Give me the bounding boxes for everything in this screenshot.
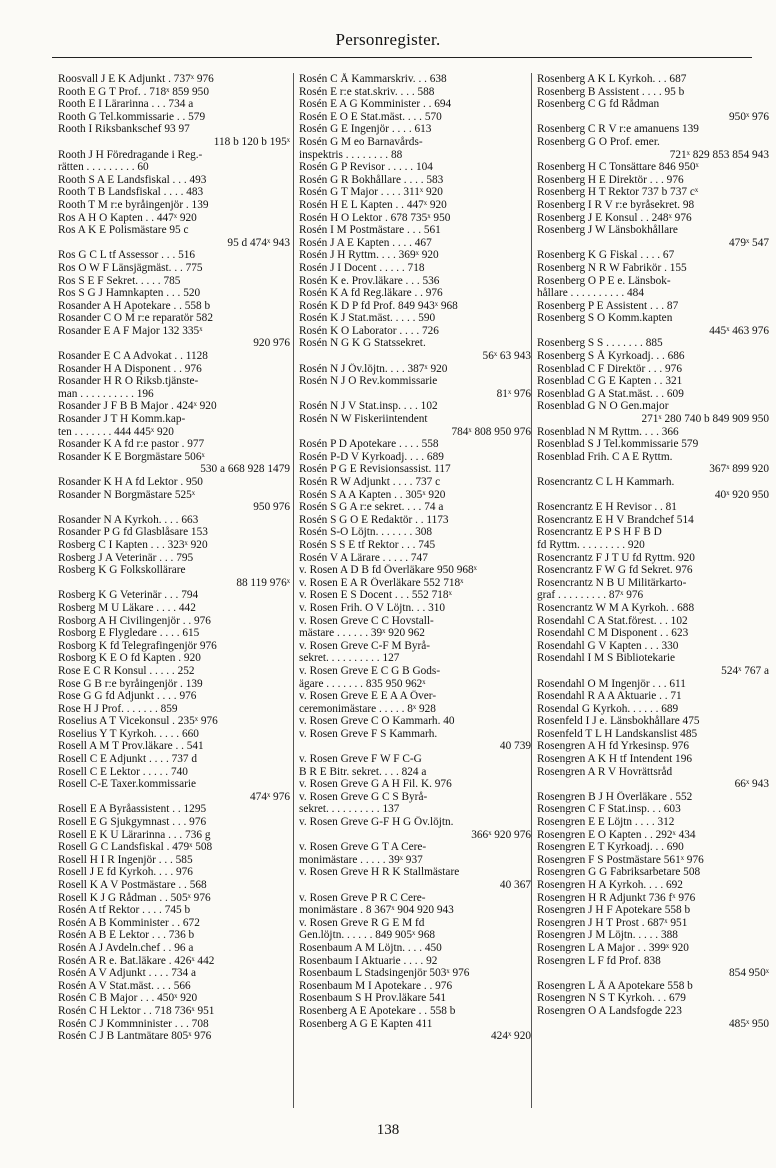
register-entry: v. Rosen Greve F W F C-G [299,753,422,766]
register-entry: Roosvall J E K Adjunkt . 737ˣ 976 [58,73,214,85]
register-entry: 88 119 976ˣ [236,576,290,589]
register-entry: 721ˣ 829 853 854 943 [669,148,769,161]
page-number: 138 [376,1122,400,1138]
register-entry: man . . . . . . . . . . 196 [58,387,154,400]
register-entry: Rose H J Prof. . . . . . . 859 [58,702,178,715]
register-entry: Ros A K E Polismästare 95 c [58,224,189,237]
register-entry: Rosander J T H Komm.kap- [58,413,186,426]
register-entry: Rosborg K E O fd Kapten . 920 [58,652,201,665]
register-entry: v. Rosen E A R Överläkare 552 718ˣ [299,576,464,589]
register-entry: Rosengren L A Major . . 399ˣ 920 [537,941,689,954]
page-title: Personregister. [335,30,441,49]
register-entry: Rosén N W Fiskeriintendent [299,413,428,426]
register-entry: Rosén C Å Kammarskriv. . . 638 [299,73,447,85]
register-entry: Rosén G T Major . . . . 311ˣ 920 [299,186,443,199]
register-entry: ten . . . . . . . 444 445ˣ 920 [58,425,174,438]
register-entry: v. Rosen Greve G A H Fil. K. 976 [299,778,452,791]
register-entry: Rosell G C Landsfiskal . 479ˣ 508 [58,841,213,854]
register-entry: mästare . . . . . . 39ˣ 920 962 [299,627,425,640]
register-entry: Roselius A T Vicekonsul . 235ˣ 976 [58,715,218,728]
register-entry: Rosenberg H C Tonsättare 846 950ˣ [537,161,699,174]
register-entry: hållare . . . . . . . . . . 484 [537,287,644,300]
register-entry: Rosengren L Å A Apotekare 558 b [537,979,693,992]
register-entry: graf . . . . . . . . . 87ˣ 976 [537,589,644,602]
register-entry: 524ˣ 767 a [721,664,769,677]
register-entry: Rosén C J Kommninister . . . 708 [58,1017,209,1030]
register-entry: Rosenbaum L Stadsingenjör 503ˣ 976 [299,967,470,980]
register-entry: Rosén A J Avdeln.chef . . 96 a [58,941,194,954]
register-entry: 424ˣ 920 [491,1030,531,1043]
register-entry: Rosenberg P E Assistent . . . 87 [537,299,679,312]
register-entry: 367ˣ 899 920 [709,463,769,476]
register-entry: Rosenberg A G E Kapten 411 [299,1017,433,1030]
register-entry: Rosencrantz W M A Kyrkoh. . 688 [537,601,695,614]
register-entry: Rosenblad G A Stat.mäst. . . 609 [537,387,684,400]
register-entry: Gen.löjtn. . . . . . 849 905ˣ 968 [299,929,435,942]
register-entry: 920 976 [253,337,290,350]
register-entry: monimästare . 8 367ˣ 904 920 943 [299,904,454,917]
register-entry: Rosén S S E tf Rektor . . . 745 [299,538,436,551]
register-entry: Rosborg E Flygledare . . . . 615 [58,627,200,640]
register-entry: Rosén H E L Kapten . . 447ˣ 920 [299,198,447,211]
column-divider-2 [531,73,532,1108]
register-entry: Rosell C E Lektor . . . . . 740 [58,765,188,778]
register-entry: Rosander J F B B Major . 424ˣ 920 [58,400,217,413]
register-entry: Rosborg K fd Telegrafingenjör 976 [58,639,217,652]
register-entry: Rooth S A E Landsfiskal . . . 493 [58,173,207,186]
register-entry: Ros O W F Länsjägmäst. . . 775 [58,261,203,274]
register-entry: Rosencrantz F W G fd Sekret. 976 [537,564,693,577]
register-entry: Rosén J I Docent . . . . . 718 [299,261,425,274]
register-entry: Rosenberg J W Länsbokhållare [537,224,678,237]
register-entry: Rosengren A R V Hovrättsråd [537,765,673,778]
register-entry: Rosengren L F fd Prof. 838 [537,954,661,967]
register-entry: Rosenberg I R V r:e byråsekret. 98 [537,198,695,211]
register-entry: Rosenbaum S H Prov.läkare 541 [299,992,447,1005]
register-entry: Rosén N J O Rev.kommissarie [299,375,438,388]
register-entry: Rosengren E T Kyrkoadj. . . 690 [537,841,684,854]
register-entry: v. Rosen Greve C-F M Byrå- [299,639,431,652]
register-entry: 271ˣ 280 740 b 849 909 950 [641,413,769,426]
register-entry: Rosén E O E Stat.mäst. . . . 570 [299,110,442,123]
register-entry: Rosander A H Apotekare . . 558 b [58,299,211,312]
register-entry: Rosén R W Adjunkt . . . . 737 c [299,476,441,488]
register-entry: fd Ryttm. . . . . . . . . 920 [537,538,645,551]
register-entry: Rooth I Riksbankschef 93 97 [58,123,190,136]
register-column-2 [299,73,531,1043]
register-entry: Rosenberg K G Fiskal . . . . 67 [537,249,675,262]
register-entry: Rosén N G K G Statssekret. [299,337,426,350]
register-entry: Rosén J H Ryttm. . . . 369ˣ 920 [299,249,439,262]
register-entry: Rosén K D P fd Prof. 849 943ˣ 968 [299,299,458,312]
register-entry: monimästare . . . . . 39ˣ 937 [299,853,423,866]
register-entry: v. Rosen Greve C O Kammarh. 40 [299,715,455,728]
register-entry: Rosén S G A r:e sekret. . . . 74 a [299,501,444,514]
register-entry: 95 d 474ˣ 943 [227,236,290,249]
register-entry: Rosén G E Ingenjör . . . . 613 [299,123,432,136]
register-entry: Rosengren J H T Prost . 687ˣ 951 [537,916,688,929]
register-entry: Rosengren N S T Kyrkoh. . . 679 [537,992,686,1005]
register-entry: Rosendal G Kyrkoh. . . . . . 689 [537,702,679,715]
register-entry: Rosén P-D V Kyrkoadj. . . . 689 [299,450,444,463]
register-entry: Rosell C E Adjunkt . . . . 737 d [58,753,198,766]
register-entry: v. Rosen A D B fd Överläkare 950 968ˣ [299,564,477,577]
register-entry: Rooth T B Landsfiskal . . . . 483 [58,186,204,199]
register-entry: Rosén A tf Rektor . . . . 745 b [58,904,191,917]
register-entry: Rosengren A H fd Yrkesinsp. 976 [537,740,690,753]
register-entry: Rosell E K U Lärarinna . . . 736 g [58,828,211,841]
register-entry: v. Rosen Greve E E A A Över- [299,690,437,703]
register-entry: Rosenberg N R W Fabrikör . 155 [537,261,687,274]
register-entry: Rosén C B Major . . . 450ˣ 920 [58,992,198,1005]
register-column-3 [537,73,769,1030]
register-entry: Rosengren J H F Apotekare 558 b [537,904,691,917]
register-entry: Rosberg M U Läkare . . . . 442 [58,601,196,614]
register-entry: Rosén E r:e stat.skriv. . . . 588 [299,85,435,98]
register-entry: B R E Bitr. sekret. . . . 824 a [299,765,427,778]
register-entry: v. Rosen Greve P R C Cere- [299,891,426,904]
register-entry: Rosencrantz E P S H F B D [537,526,662,539]
register-entry: Rosengren C F Stat.insp. . . 603 [537,803,681,816]
register-entry: Rosell K J G Rådman . . 505ˣ 976 [58,891,211,904]
register-entry: Rosberg C I Kapten . . . 323ˣ 920 [58,538,208,551]
register-entry: Rosenberg H E Direktör . . . 976 [537,173,684,186]
register-entry: Rosenblad Frih. C A E Ryttm. [537,450,673,463]
register-entry: Rosén C H Lektor . . 718 736ˣ 951 [58,1004,215,1017]
register-entry: Rosengren G G Fabriksarbetare 508 [537,866,701,879]
register-entry: Rosell C-E Taxer.kommissarie [58,778,196,791]
register-entry: Rosén P D Apotekare . . . . 558 [299,438,439,451]
register-entry: Rosén N J Öv.löjtn. . . . 387ˣ 920 [299,362,448,375]
register-entry: Rosengren J M Löjtn. . . . . 388 [537,929,678,942]
register-entry: Rosén G P Revisor . . . . . 104 [299,161,433,174]
register-entry: Rosander H R O Riksb.tjänste- [58,375,199,388]
register-entry: Rosberg K G Folkskollärare [58,564,186,577]
register-entry: v. Rosen Greve G C S Byrå- [299,790,428,803]
register-entry: Rosén S-O Löjtn. . . . . . . 308 [299,526,433,539]
register-entry: Rosén K J Stat.mäst. . . . . 590 [299,312,436,325]
register-entry: Rosén K e. Prov.läkare . . . 536 [299,274,440,287]
register-entry: 854 950ˣ [729,967,769,980]
register-entry: Rosén S A A Kapten . . 305ˣ 920 [299,488,446,501]
register-entry: Rooth E G T Prof. . 718ˣ 859 950 [58,85,209,98]
register-entry: Rosengren F S Postmästare 561ˣ 976 [537,853,704,866]
register-entry: 366ˣ 920 976 [471,828,531,841]
register-entry: v. Rosen E S Docent . . . 552 718ˣ [299,589,452,602]
register-entry: Rosenblad S J Tel.kommissarie 579 [537,438,699,451]
register-entry: Rosén I M Postmästare . . . 561 [299,224,441,237]
register-entry: Ros S E F Sekret. . . . . 785 [58,274,181,287]
register-entry: 40ˣ 920 950 [714,488,769,501]
register-entry: Rosencrantz E H Revisor . . 81 [537,501,677,514]
register-entry: Rosell J E fd Kyrkoh. . . . 976 [58,866,193,879]
register-entry: Rosell H I R Ingenjör . . . 585 [58,853,193,866]
register-entry: 950 976 [253,501,290,514]
register-entry: Rosengren A K H tf Intendent 196 [537,753,692,766]
register-entry: Rosander H A Disponent . . 976 [58,362,202,375]
register-entry: v. Rosen Greve G T A Cere- [299,841,427,854]
register-entry: 950ˣ 976 [729,110,769,123]
register-entry: Ros G C L tf Assessor . . . 516 [58,249,196,262]
register-entry: Rosander K E Borgmästare 506ˣ [58,450,205,463]
register-entry: Rosenberg C R V r:e amanuens 139 [537,123,699,136]
register-entry: Roselius Y T Kyrkoh. . . . . 660 [58,727,199,740]
register-entry: Rosendahl O M Ingenjör . . . 611 [537,677,686,690]
register-entry: Rose E C R Konsul . . . . . 252 [58,664,195,677]
register-entry: Rosberg K G Veterinär . . . 794 [58,589,199,602]
register-entry: 485ˣ 950 [729,1017,769,1030]
register-entry: Rosengren H R Adjunkt 736 fˣ 976 [537,891,696,904]
register-entry: Rosén E A G Komminister . . 694 [299,98,452,111]
register-entry: Rosén P G E Revisionsassist. 117 [299,463,451,476]
register-entry: 784ˣ 808 950 976 [451,425,531,438]
register-entry: 445ˣ 463 976 [709,324,769,337]
register-entry: Rosander N A Kyrkoh. . . . 663 [58,513,199,526]
register-entry: Rosander K H A fd Lektor . 950 [58,476,203,488]
column-divider-1 [293,73,294,1108]
register-entry: Ros A H O Kapten . . 447ˣ 920 [58,211,197,224]
register-entry: Rosencrantz N B U Militärkarto- [537,576,687,589]
register-entry: Rosenblad C F Direktör . . . 976 [537,362,682,375]
register-entry: Rosenfeld I J e. Länsbokhållare 475 [537,715,700,728]
register-entry: Rosell E G Sjukgymnast . . . 976 [58,816,207,829]
register-entry: Rosén S G O E Redaktör . . 1173 [299,513,449,526]
register-entry: Rosenbaum A M Löjtn. . . . 450 [299,941,442,954]
register-entry: Rooth E I Lärarinna . . . 734 a [58,98,194,111]
header-rule [52,57,752,58]
register-entry: 479ˣ 547 [729,236,769,249]
register-entry: Rosenberg O P E e. Länsbok- [537,274,671,287]
register-entry: Rooth J H Föredragande i Reg.- [58,148,203,161]
register-entry: Rosengren O A Landsfogde 223 [537,1004,682,1017]
register-entry: Rosander E A F Major 132 335ˣ [58,324,203,337]
register-entry: Rosenberg G O Prof. emer. [537,135,660,148]
register-entry: Rosenbaum I Aktuarie . . . . 92 [299,954,438,967]
register-entry: Rosencrantz E H V Brandchef 514 [537,513,694,526]
register-entry: v. Rosen Greve E C G B Gods- [299,664,441,677]
register-entry: Rosencrantz F J T U fd Ryttm. 920 [537,551,695,564]
register-entry: Rosenberg A E Apotekare . . 558 b [299,1004,456,1017]
register-entry: Rosenbaum M I Apotekare . . 976 [299,979,453,992]
register-entry: Rosén A V Stat.mäst. . . . 566 [58,979,191,992]
register-entry: 474ˣ 976 [250,790,290,803]
register-entry: Rose G G fd Adjunkt . . . . 976 [58,690,197,703]
register-entry: Rosendahl G V Kapten . . . 330 [537,639,679,652]
register-entry: Rosén J A E Kapten . . . . 467 [299,236,432,249]
register-entry: Rooth T M r:e byråingenjör . 139 [58,198,209,211]
register-entry: v. Rosen Greve R G E M fd [299,916,425,929]
register-entry: Rosenberg S Å Kyrkoadj. . . 686 [537,350,685,363]
register-entry: Rosendahl R A A Aktuarie . . 71 [537,690,682,703]
register-entry: Rosén H O Lektor . 678 735ˣ 950 [299,211,451,224]
register-entry: Rosander K A fd r:e pastor . 977 [58,438,205,451]
register-entry: rätten . . . . . . . . . 60 [58,161,149,174]
register-entry: 40 367 [499,879,531,891]
register-entry: sekret. . . . . . . . . . 127 [299,652,400,665]
register-entry: Rooth G Tel.kommissarie . . 579 [58,110,206,123]
register-entry: Rosander E C A Advokat . . 1128 [58,350,208,363]
register-entry: Rosborg A H Civilingenjör . . 976 [58,614,211,627]
register-entry: Rosberg J A Veterinär . . . 795 [58,551,194,564]
register-entry: sekret. . . . . . . . . . 137 [299,803,400,816]
register-entry: Rosendahl C A Stat.förest. . . 102 [537,614,688,627]
register-entry: Rosén V A Lärare . . . . . 747 [299,551,428,564]
register-entry: ceremonimästare . . . . . 8ˣ 928 [299,702,436,715]
register-entry: Rosenberg C G fd Rådman [537,98,660,111]
register-entry: Rosencrantz C L H Kammarh. [537,476,675,488]
register-entry: 66ˣ 943 [734,778,769,791]
register-entry: Rosenberg B Assistent . . . . 95 b [537,85,685,98]
register-entry: Rosén C J B Lantmätare 805ˣ 976 [58,1030,212,1043]
register-entry: ägare . . . . . . . 835 950 962ˣ [299,677,426,690]
register-entry: Rosenberg S O Komm.kapten [537,312,673,325]
register-entry: v. Rosen Greve C C Hovstall- [299,614,434,627]
register-entry: Rosén A V Adjunkt . . . . 734 a [58,967,196,980]
register-entry: Rosenberg A K L Kyrkoh. . . 687 [537,73,687,85]
register-entry: Rosén A B E Lektor . . . 736 b [58,929,195,942]
register-entry: Rosell E A Byråassistent . . 1295 [58,803,207,816]
register-entry: Rosendahl I M S Bibliotekarie [537,652,676,665]
register-entry: Rosenfeld T L H Landskanslist 485 [537,727,698,740]
register-entry: Ros S G J Hamnkapten . . . 520 [58,287,201,300]
register-entry: 56ˣ 63 943 [482,350,531,363]
register-entry: v. Rosen Greve G-F H G Öv.löjtn. [299,816,454,829]
register-entry: Rosengren H A Kyrkoh. . . . 692 [537,879,683,891]
register-entry: 81ˣ 976 [496,387,531,400]
register-entry: Rosenblad C G E Kapten . . 321 [537,375,683,388]
register-entry: Rosenberg S S . . . . . . . 885 [537,337,663,350]
register-entry: Rosén G R Bokhållare . . . . 583 [299,173,444,186]
register-entry: Rose G B r:e byråingenjör . 139 [58,677,203,690]
register-entry: Rosenberg J E Konsul . . 248ˣ 976 [537,211,692,224]
register-entry: Rosén A R e. Bat.läkare . 426ˣ 442 [58,954,215,967]
register-entry: Rosén K A fd Reg.läkare . . 976 [299,287,443,300]
register-entry: Rosander C O M r:e reparatör 582 [58,312,213,325]
register-entry: Rosell A M T Prov.läkare . . 541 [58,740,204,753]
register-entry: 40 739 [499,740,531,753]
register-entry: Rosander P G fd Glasblåsare 153 [58,526,208,539]
register-entry: Rosell K A V Postmästare . . 568 [58,879,207,891]
register-entry: Rosenblad N M Ryttm. . . . 366 [537,425,679,438]
register-entry: Rosén G M eo Barnavårds- [299,135,423,148]
register-entry: v. Rosen Frih. O V Löjtn. . . 310 [299,601,446,614]
register-entry: inspektris . . . . . . . . 88 [299,148,403,161]
register-entry: Rosengren E O Kapten . . 292ˣ 434 [537,828,696,841]
register-entry: Rosén N J V Stat.insp. . . . 102 [299,400,438,413]
register-entry: Rosén A B Komminister . . 672 [58,916,200,929]
register-entry: 118 b 120 b 195ˣ [213,135,290,148]
register-entry: Rosendahl C M Disponent . . 623 [537,627,689,640]
register-entry: Rosenblad G N O Gen.major [537,400,669,413]
register-entry: Rosenberg H T Rektor 737 b 737 cˣ [537,186,699,199]
register-entry: Rosengren B J H Överläkare . 552 [537,790,693,803]
register-entry: 530 a 668 928 1479 [200,463,290,476]
register-entry: Rosander N Borgmästare 525ˣ [58,488,196,501]
register-entry: Rosengren E E Löjtn . . . . 312 [537,816,675,829]
register-entry: v. Rosen Greve H R K Stallmästare [299,866,460,879]
register-entry: Rosén K O Laborator . . . . 726 [299,324,439,337]
register-entry: v. Rosen Greve F S Kammarh. [299,727,438,740]
register-column-1 [58,73,290,1043]
